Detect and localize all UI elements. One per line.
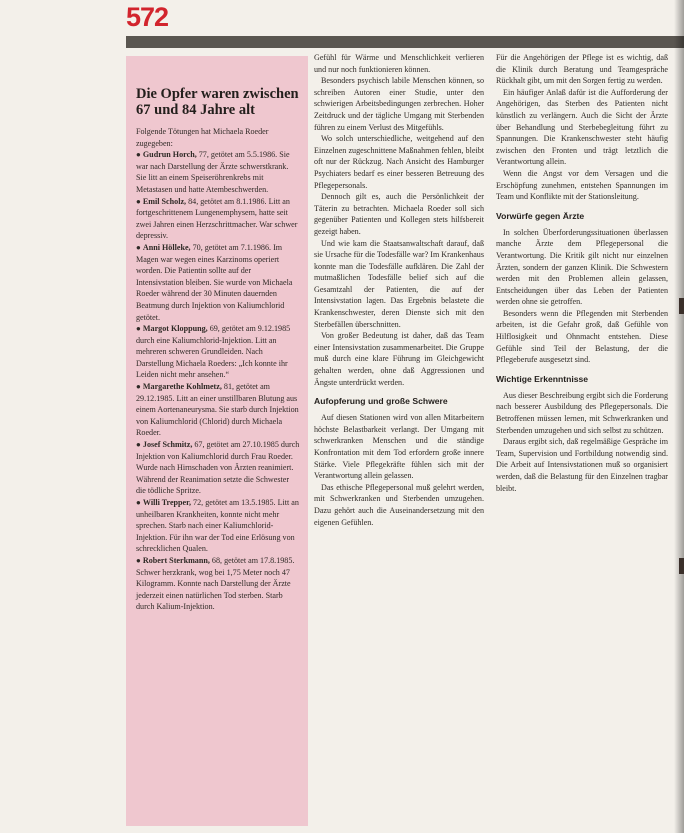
victim-list bbox=[136, 149, 300, 613]
bullet-icon: ● bbox=[136, 242, 141, 252]
bullet-icon: ● bbox=[136, 196, 141, 206]
victim-entry bbox=[136, 242, 300, 323]
victims-sidebar bbox=[126, 56, 308, 826]
victim-description: 84, getötet am 8.1.1986. Litt an fortgeschrittenem Lungenemphysem, hatte seit zwei Jahren einen Herzschrittmacher. War schwer depressiv. bbox=[136, 196, 298, 241]
victim-name: Anni Hölleke, bbox=[142, 242, 191, 252]
victim-description: 69, getötet am 9.12.1985 durch eine Kaliumchlorid-Injektion. Litt an mehreren schweren Grundleiden. Nach Darstellung Michaela Roeders: „Ich konnte ihr Leiden nicht mehr ansehen.“ bbox=[136, 324, 291, 380]
bullet-icon: ● bbox=[136, 555, 141, 565]
victim-description: 67, getötet am 27.10.1985 durch Injektion von Kaliumchlorid durch Frau Roeder. Wurde nach Hirnschaden von Ärzten reanimiert. Während der Reanimation setzte die Schwester die tödliche Spritze. bbox=[136, 440, 300, 496]
victim-name: Josef Schmitz, bbox=[142, 440, 193, 450]
victim-description: 70, getötet am 7.1.1986. Im Magen war wegen eines Karzinoms operiert worden. Die Patientin sollte auf der Intensivstation bleiben. Sie wurde von Michaela Roeder während der 30 Minuten dauernden Beatmung durch Injektion von Kaliumchlorid getötet. bbox=[136, 242, 293, 322]
victim-description: 68, getötet am 17.8.1985. Schwer herzkrank, wog bei 1,75 Meter noch 47 Kilogramm. Konnte nach Darstellung der Ärzte jederzeit einen natürlichen Tod sterben. Starb durch Kalium-Injektion. bbox=[136, 555, 295, 612]
thumb-tab-marker bbox=[679, 298, 684, 314]
victim-description: 72, getötet am 13.5.1985. Litt an unheilbaren Krankheiten, konnte nicht mehr sprechen. Starb nach einer Kaliumchlorid-Injektion. Für ihn war der Tod eine Erlösung von schrecklichen Qualen. bbox=[136, 498, 299, 554]
victim-name: Robert Sterkmann, bbox=[142, 555, 210, 565]
page-number: 572 bbox=[126, 2, 169, 32]
body-paragraph: Das ethische Pflegepersonal muß gelehrt werden, mit Schwerkranken und Sterbenden umzugehen. Dazu gehört auch die Auseinandersetzung mit den eigenen Gefühlen. bbox=[314, 482, 484, 527]
thumb-tab-marker bbox=[679, 558, 684, 574]
victim-description: 77, getötet am 5.5.1986. Sie war nach Darstellung der Ärzte schwerstkrank. Sie litt an einem Speiseröhrenkrebs mit Metastasen und hatte Atembeschwerden. bbox=[136, 150, 290, 194]
article-column-middle bbox=[314, 52, 484, 528]
victim-entry bbox=[136, 323, 300, 381]
body-paragraph: Auf diesen Stationen wird von allen Mitarbeitern höchste Belastbarkeit verlangt. Der Umgang mit schwerkranken Menschen und die ständige Konfrontation mit dem Tod erfordern große innere Stärke. Viele Pflegekräfte fühlen sich mit der Verantwortung allein gelassen. bbox=[314, 413, 484, 481]
body-paragraph: Aus dieser Beschreibung ergibt sich die Forderung nach besserer Ausbildung des Pflegepersonals. Die Betroffenen müssen lernen, mit Schwerkranken und Sterbenden umzugehen und sich selbst zu schützen. bbox=[496, 390, 668, 435]
bullet-icon: ● bbox=[136, 150, 141, 160]
body-paragraph: Wo solch unterschiedliche, weitgehend auf den Einzelnen zugeschnittene Maßnahmen fehlen, bleibt oft nur der Rückzug. Nach Ansicht des Hamburger Psychiaters bedarf es einer besseren Betreuung des Pflegepersonals. bbox=[314, 134, 484, 190]
victim-entry bbox=[136, 196, 300, 242]
victim-name: Gudrun Horch, bbox=[142, 150, 197, 160]
section-heading-erkenntnisse: Wichtige Erkenntnisse bbox=[496, 373, 589, 384]
body-paragraph: Und wie kam die Staatsanwaltschaft darauf, daß sie Ursache für die Todesfälle war? Im Krankenhaus konnte man die Todesfälle aufklären. Die Zahl der mutmaßlichen Todesfälle belief sich auf die Gesamtzahl der Patienten, die auf der Intensivstation lagen. Das Ergebnis belastete die Krankenschwester, deren Dienste sich mit den Sterbefällen überschnitten. bbox=[314, 238, 484, 329]
body-paragraph: Für die Angehörigen der Pflege ist es wichtig, daß die Klinik durch Beratung und Teamgespräche Rückhalt gibt, um mit den Sorgen fertig zu werden. bbox=[496, 53, 668, 86]
header-rule bbox=[126, 36, 684, 48]
body-paragraph: Ein häufiger Anlaß dafür ist die Aufforderung der Angehörigen, das Sterben des Patienten nicht künstlich zu verlängern. Auch die Sicht der Ärzte über Behandlung und Sterbebegleitung führt zu Spannungen. Die Krankenschwester steht häufig zwischen den Fronten und trägt letztlich die Verantwortung allein. bbox=[496, 87, 668, 167]
victim-entry bbox=[136, 149, 300, 195]
victim-name: Margarethe Kohlmetz, bbox=[142, 382, 222, 392]
bullet-icon: ● bbox=[136, 498, 141, 507]
victim-name: Margot Kloppung, bbox=[142, 324, 208, 334]
body-paragraph: Wenn die Angst vor dem Versagen und die Erschöpfung zunehmen, entstehen Spannungen im Team und Konflikte mit der Stationsleitung. bbox=[496, 168, 668, 202]
body-paragraph: Besonders psychisch labile Menschen können, so schreiben Autoren einer Studie, unter den schwierigen Arbeitsbedingungen zerbrechen. Hoher Zeitdruck und der tägliche Umgang mit Sterbenden führen zu einem Verlust des Mitgefühls. bbox=[314, 76, 484, 132]
victim-entry bbox=[136, 555, 300, 613]
victim-entry bbox=[136, 381, 300, 439]
page-edge-shadow bbox=[674, 0, 684, 833]
sidebar-intro: Folgende Tötungen hat Michaela Roeder zugegeben: bbox=[136, 127, 269, 148]
body-paragraph: Von großer Bedeutung ist daher, daß das Team einer Intensivstation zusammenarbeitet. Die Gruppe muß durch eine klare Führung im Gleichgewicht gehalten werden, ohne daß Aggressionen und Ängste unterdrückt werden. bbox=[314, 331, 484, 387]
victim-entry bbox=[136, 439, 300, 497]
sidebar-title: Die Opfer waren zwischen 67 und 84 Jahre alt bbox=[136, 86, 299, 118]
victim-name: Willi Trepper, bbox=[142, 498, 192, 507]
victim-entry bbox=[136, 497, 300, 555]
victim-description: 81, getötet am 29.12.1985. Litt an einer unstillbaren Blutung aus einem Aortenaneurysma. Sie starb durch Injektion von Kaliumchlorid (Chlorid) durch Michaela Roeder. bbox=[136, 382, 299, 438]
body-paragraph: Daraus ergibt sich, daß regelmäßige Gespräche im Team, Supervision und Fortbildung notwendig sind. Die Arbeit auf Intensivstationen muß so organisiert werden, daß die Belastung für den Einzelnen tragbar bleibt. bbox=[496, 437, 668, 493]
article-column-right bbox=[496, 52, 668, 494]
victim-name: Emil Scholz, bbox=[142, 196, 187, 206]
section-heading-aufopferung: Aufopferung und große Schwere bbox=[314, 396, 448, 407]
bullet-icon: ● bbox=[136, 440, 141, 450]
bullet-icon: ● bbox=[136, 382, 141, 392]
body-paragraph: In solchen Überforderungssituationen überlassen manche Ärzte dem Pflegepersonal die Verantwortung. Die Kritik gilt nicht nur einzelnen Ärzten, sondern der ganzen Klinik. Die Schwestern werden mit den Problemen allein gelassen, Entscheidungen über das Leben der Patienten werden ohne sie getroffen. bbox=[496, 227, 668, 307]
body-paragraph: Gefühl für Wärme und Menschlichkeit verlieren und nur noch funktionieren können. bbox=[314, 53, 484, 74]
section-heading-vorwuerfe: Vorwürfe gegen Ärzte bbox=[496, 210, 585, 221]
bullet-icon: ● bbox=[136, 324, 141, 334]
body-paragraph: Besonders wenn die Pflegenden mit Sterbenden arbeiten, ist die Gefahr groß, daß Gefühle von Hilflosigkeit und Ohnmacht entstehen. Diese Gefühle sind Teil der Belastung, der die Pflegeberufe ausgesetzt sind. bbox=[496, 308, 668, 365]
body-paragraph: Dennoch gilt es, auch die Persönlichkeit der Täterin zu betrachten. Michaela Roeder soll sich gegenüber Patienten und Kollegen stets hilfsbereit gezeigt haben. bbox=[314, 192, 484, 236]
